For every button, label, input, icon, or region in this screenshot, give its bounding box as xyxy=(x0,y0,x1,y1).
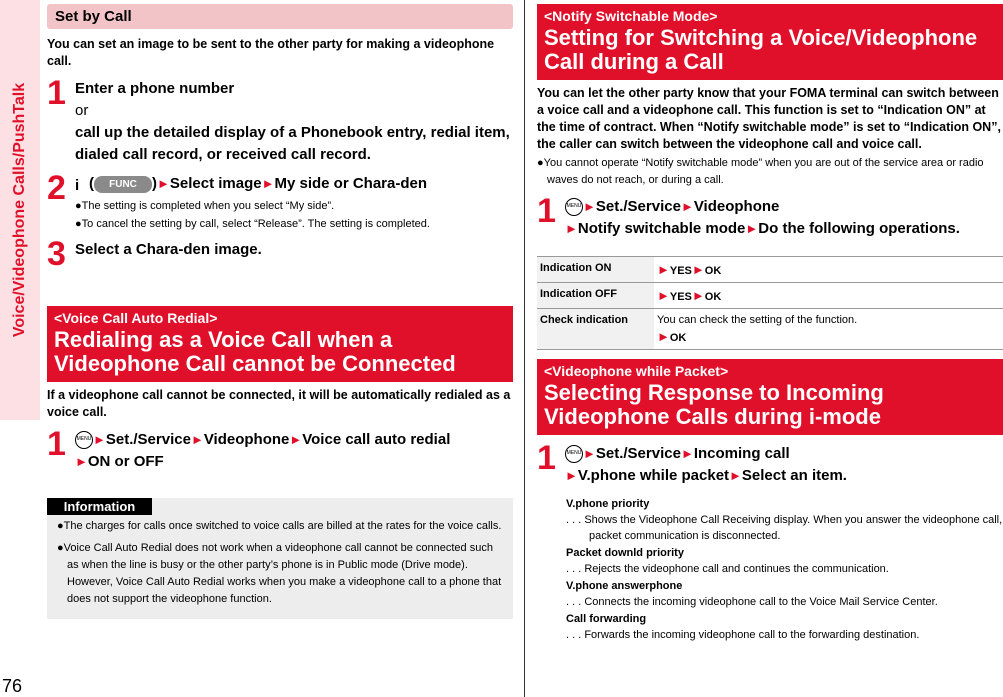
step-text: MENU ►Set./Service►Videophone►Voice call auto redial ►ON or OFF xyxy=(75,431,451,470)
arrow-icon: ► xyxy=(565,468,578,483)
step-number: 3 xyxy=(47,235,66,273)
arrow-icon: ► xyxy=(75,454,88,469)
arrow-icon: ► xyxy=(657,329,670,344)
menu-key-icon: MENU xyxy=(75,431,93,449)
step-3 xyxy=(47,235,513,273)
table-value: ►YES►OK xyxy=(654,257,1003,283)
notify-options-table xyxy=(537,256,1003,350)
arrow-icon: ► xyxy=(157,176,170,191)
option-description: . . . Rejects the videophone call and continues the communication. xyxy=(566,563,889,575)
menu-key-icon: MENU xyxy=(565,445,583,463)
step-note: ●To cancel the setting by call, select “Release”. The setting is completed. xyxy=(75,218,430,230)
table-key: Check indication xyxy=(537,309,654,350)
auto-redial-intro: If a videophone call cannot be connected, it will be automatically redialed as a voice call. xyxy=(47,388,511,419)
option-description: . . . Shows the Videophone Call Receiving display. When you answer the videophone call, packet communication is disconnected. xyxy=(566,514,1003,542)
notify-step-1 xyxy=(537,192,1003,240)
option-description: . . . Connects the incoming videophone call to the Voice Mail Service Center. xyxy=(566,596,938,608)
information-label: Information xyxy=(47,498,152,515)
table-key: Indication OFF xyxy=(537,283,654,309)
set-by-call-intro: You can set an image to be sent to the other party for making a videophone call. xyxy=(47,37,495,68)
step-text: i ( FUNC )►Select image►My side or Chara-den xyxy=(75,175,428,195)
arrow-icon: ► xyxy=(729,468,742,483)
section-banner-notify-switchable xyxy=(537,4,1003,80)
step-text: MENU ►Set./Service►Videophone ►Notify switchable mode►Do the following operations. xyxy=(565,198,960,237)
step-text-part: Select image xyxy=(169,175,262,192)
column-divider xyxy=(524,0,525,697)
banner-subtitle: <Videophone while Packet> xyxy=(544,363,729,379)
step-note: ●The setting is completed when you select “My side”. xyxy=(75,200,335,212)
arrow-icon: ► xyxy=(657,288,670,303)
step-number: 1 xyxy=(47,425,66,463)
right-column xyxy=(537,0,1003,644)
step-number: 1 xyxy=(47,74,66,112)
bullet-icon: ● xyxy=(57,520,64,532)
banner-title: Selecting Response to Incoming Videophone Calls during i-mode xyxy=(544,380,884,429)
table-value: You can check the setting of the function. ►OK xyxy=(654,309,1003,350)
arrow-icon: ► xyxy=(93,432,106,447)
option-label: Call forwarding xyxy=(566,613,647,625)
banner-title: Setting for Switching a Voice/Videophone Call during a Call xyxy=(544,25,978,74)
notify-intro: You can let the other party know that your FOMA terminal can switch between a voice call and a videophone call. This function is set to “Indication ON” at the time of contract. When “Notify switchable mode” is set to “Indication ON”, the caller can switch between the videophone call and voice call. xyxy=(537,86,1001,151)
bullet-icon: ● xyxy=(57,542,64,554)
arrow-icon: ► xyxy=(289,432,303,447)
arrow-icon: ► xyxy=(680,446,694,461)
arrow-icon: ► xyxy=(691,262,705,277)
func-key-icon: FUNC xyxy=(94,176,152,193)
arrow-icon: ► xyxy=(261,176,275,191)
banner-subtitle: <Notify Switchable Mode> xyxy=(544,8,718,24)
arrow-icon: ► xyxy=(691,288,705,303)
arrow-icon: ► xyxy=(190,432,204,447)
step-text: call up the detailed display of a Phonebook entry, redial item, dialed call record, or received call record. xyxy=(75,124,510,163)
section-banner-videophone-packet xyxy=(537,359,1003,435)
option-label: V.phone answerphone xyxy=(566,580,683,592)
table-row xyxy=(537,283,1003,309)
table-key: Indication ON xyxy=(537,257,654,283)
step-text: Enter a phone number xyxy=(75,80,235,97)
arrow-icon: ► xyxy=(745,221,759,236)
step-text: MENU ►Set./Service►Incoming call ►V.phone while packet►Select an item. xyxy=(565,445,847,484)
side-tab xyxy=(0,0,40,697)
bullet-icon: ● xyxy=(75,218,82,230)
banner-subtitle: <Voice Call Auto Redial> xyxy=(54,310,218,326)
arrow-icon: ► xyxy=(565,221,578,236)
option-description: . . . Forwards the incoming videophone call to the forwarding destination. xyxy=(566,629,920,641)
step-text-or: or xyxy=(75,102,89,119)
left-column xyxy=(47,0,513,619)
notify-note: ●You cannot operate “Notify switchable mode” when you are out of the service area or radio waves do not reach, or during a call. xyxy=(537,157,984,186)
option-label: Packet downld priority xyxy=(566,547,684,559)
step-text-part: My side or Chara-den xyxy=(274,175,428,192)
table-row xyxy=(537,309,1003,350)
bullet-icon: ● xyxy=(537,157,544,169)
information-item: ●Voice Call Auto Redial does not work when a videophone call cannot be connected such as when the line is busy or the other party’s phone is in Public mode (Drive mode). However, Voice Call Auto Redial works when you make a videophone call to a phone that does not support the videophone function. xyxy=(57,542,502,605)
section-heading-set-by-call: Set by Call xyxy=(47,4,513,29)
information-box xyxy=(47,498,513,619)
arrow-icon: ► xyxy=(657,262,670,277)
packet-options-list xyxy=(537,496,1003,643)
table-value: ►YES►OK xyxy=(654,283,1003,309)
side-tab-label: Voice/Videophone Calls/PushTalk xyxy=(11,82,28,338)
i-mode-key-icon: i xyxy=(75,177,80,195)
option-label: V.phone priority xyxy=(566,498,650,510)
step-number: 2 xyxy=(47,169,66,207)
step-1 xyxy=(47,74,513,166)
bullet-icon: ● xyxy=(75,200,82,212)
information-item: ●The charges for calls once switched to voice calls are billed at the rates for the voice calls. xyxy=(57,520,502,532)
step-text: Select a Chara-den image. xyxy=(75,241,262,258)
packet-step-1 xyxy=(537,439,1003,487)
arrow-icon: ► xyxy=(583,199,596,214)
page-number: 76 xyxy=(2,676,23,696)
step-number: 1 xyxy=(537,192,556,230)
menu-key-icon: MENU xyxy=(565,198,583,216)
banner-title: Redialing as a Voice Call when a Videophone Call cannot be Connected xyxy=(54,327,456,376)
auto-redial-step-1 xyxy=(47,425,513,473)
arrow-icon: ► xyxy=(680,199,694,214)
step-number: 1 xyxy=(537,439,556,477)
table-row xyxy=(537,257,1003,283)
step-2 xyxy=(47,169,513,233)
section-banner-auto-redial xyxy=(47,306,513,382)
arrow-icon: ► xyxy=(583,446,596,461)
